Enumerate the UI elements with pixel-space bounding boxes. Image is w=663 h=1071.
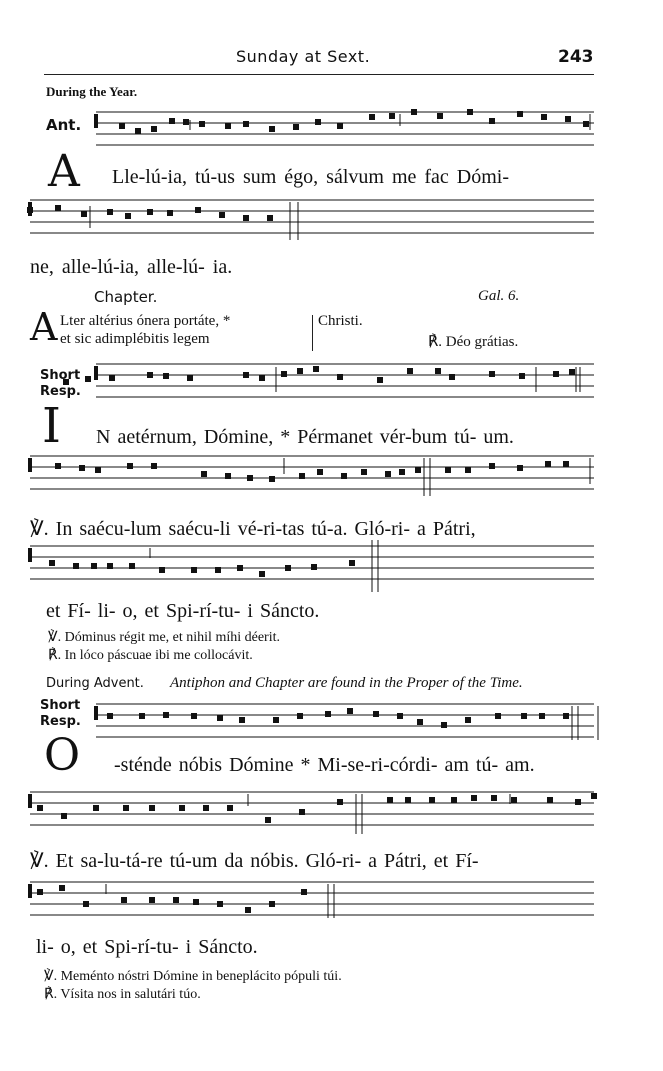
- neume: [27, 207, 33, 213]
- neume: [539, 713, 545, 719]
- neume: [73, 563, 79, 569]
- neume: [187, 375, 193, 381]
- lyric-line: N aetérnum, Dómine, * Pérmanet vér-bum tú- um.: [96, 426, 514, 448]
- neume: [293, 124, 299, 130]
- neume: [467, 109, 473, 115]
- neume: [245, 907, 251, 913]
- chapter-text: et sic adimplébitis legem: [60, 331, 210, 347]
- neume: [217, 715, 223, 721]
- neume: [237, 565, 243, 571]
- neume: [149, 805, 155, 811]
- neume: [267, 215, 273, 221]
- neume: [37, 805, 43, 811]
- neume: [169, 118, 175, 124]
- short-resp-label: Resp.: [40, 384, 81, 399]
- neume: [55, 205, 61, 211]
- neume: [311, 564, 317, 570]
- staff: [28, 456, 594, 496]
- antiphon-label: Ant.: [46, 116, 82, 134]
- neume: [385, 471, 391, 477]
- neume: [91, 563, 97, 569]
- neume: [489, 371, 495, 377]
- neume: [347, 708, 353, 714]
- clef: [28, 458, 32, 472]
- neume: [93, 805, 99, 811]
- neume: [243, 215, 249, 221]
- chapter-label: Chapter.: [94, 288, 158, 306]
- neume: [121, 897, 127, 903]
- neume: [239, 717, 245, 723]
- neume: [247, 475, 253, 481]
- short-resp-label: Short: [40, 368, 81, 383]
- neume: [495, 713, 501, 719]
- neume: [147, 372, 153, 378]
- neume: [179, 805, 185, 811]
- neume: [119, 123, 125, 129]
- neume: [269, 476, 275, 482]
- neume: [313, 366, 319, 372]
- neume: [317, 469, 323, 475]
- staff: [94, 109, 594, 145]
- neume: [349, 560, 355, 566]
- neume: [225, 473, 231, 479]
- neume: [61, 813, 67, 819]
- neume: [397, 713, 403, 719]
- neume: [195, 207, 201, 213]
- neume: [139, 713, 145, 719]
- advent-note: Antiphon and Chapter are found in the Proper of the Time.: [170, 675, 523, 691]
- neume: [389, 113, 395, 119]
- neume: [337, 123, 343, 129]
- chapter-text: Lter altérius ónera portáte, *: [60, 313, 231, 329]
- section-heading: During the Year.: [46, 84, 138, 99]
- neume: [217, 901, 223, 907]
- versicle: ℣. Meménto nóstri Dómine in beneplácito pópuli túi.: [44, 969, 342, 984]
- advent-heading: During Advent.: [46, 676, 144, 691]
- neume: [83, 901, 89, 907]
- neume: [377, 377, 383, 383]
- neume: [489, 118, 495, 124]
- neume: [569, 369, 575, 375]
- neume: [107, 713, 113, 719]
- neume: [575, 799, 581, 805]
- neume: [373, 711, 379, 717]
- neume: [341, 473, 347, 479]
- lyric-line: Lle-lú-ia, tú-us sum égo, sálvum me fac Dómi-: [112, 166, 510, 188]
- neume: [407, 368, 413, 374]
- neume: [297, 713, 303, 719]
- neume: [167, 210, 173, 216]
- lyric-line: -sténde nóbis Dómine * Mi-se-ri-córdi- am tú- am.: [114, 754, 535, 776]
- neume: [563, 461, 569, 467]
- neume: [565, 116, 571, 122]
- neume: [199, 121, 205, 127]
- neume: [299, 473, 305, 479]
- response: ℟. In lóco páscuae ibi me collocávit.: [48, 648, 253, 663]
- staff: [63, 364, 594, 397]
- neume: [491, 795, 497, 801]
- neume: [281, 371, 287, 377]
- lyric-line: ℣. Et sa-lu-tá-re tú-um da nóbis. Gló-ri- a Pátri, et Fí-: [30, 850, 479, 872]
- neume: [269, 126, 275, 132]
- neume: [129, 563, 135, 569]
- clef: [94, 366, 98, 380]
- neume: [163, 373, 169, 379]
- versicle: ℣. Dóminus régit me, et nihil míhi déerit.: [48, 630, 280, 645]
- staff: [27, 200, 594, 240]
- neume: [411, 109, 417, 115]
- neume: [541, 114, 547, 120]
- neume: [37, 889, 43, 895]
- lyric-line: ne, alle-lú-ia, alle-lú- ia.: [30, 256, 233, 278]
- neume: [243, 121, 249, 127]
- neume: [273, 717, 279, 723]
- short-resp-label: Short: [40, 698, 81, 713]
- running-title: Sunday at Sext.: [236, 47, 371, 66]
- neume: [201, 471, 207, 477]
- drop-initial: O: [44, 730, 81, 781]
- chapter-response: ℟. Déo grátias.: [428, 334, 519, 350]
- chapter-text: Christi.: [318, 313, 363, 329]
- neume: [183, 119, 189, 125]
- neume: [337, 799, 343, 805]
- staff: [94, 704, 598, 740]
- neume: [553, 371, 559, 377]
- neume: [465, 467, 471, 473]
- neume: [191, 567, 197, 573]
- neume: [547, 797, 553, 803]
- neume: [159, 567, 165, 573]
- neume: [337, 374, 343, 380]
- neume: [517, 465, 523, 471]
- neume: [449, 374, 455, 380]
- neume: [259, 375, 265, 381]
- neume: [227, 805, 233, 811]
- neume: [471, 795, 477, 801]
- neume: [55, 463, 61, 469]
- neume: [399, 469, 405, 475]
- neume: [49, 560, 55, 566]
- neume: [225, 123, 231, 129]
- neume: [517, 111, 523, 117]
- neume: [435, 368, 441, 374]
- staff: [28, 792, 597, 834]
- neume: [107, 563, 113, 569]
- staff: [28, 882, 594, 918]
- neume: [135, 128, 141, 134]
- neume: [465, 717, 471, 723]
- staff: [28, 540, 594, 592]
- neume: [163, 712, 169, 718]
- neume: [521, 713, 527, 719]
- clef: [94, 114, 98, 128]
- neume: [81, 211, 87, 217]
- neume: [591, 793, 597, 799]
- neume: [445, 467, 451, 473]
- neume: [511, 797, 517, 803]
- neume: [285, 565, 291, 571]
- neume: [85, 376, 91, 382]
- response: ℟. Vísita nos in salutári túo.: [44, 987, 201, 1002]
- neume: [265, 817, 271, 823]
- neume: [95, 467, 101, 473]
- neume: [315, 119, 321, 125]
- neume: [429, 797, 435, 803]
- neume: [109, 375, 115, 381]
- neume: [437, 113, 443, 119]
- chapter-divider: [312, 315, 313, 351]
- neume: [219, 212, 225, 218]
- neume: [299, 809, 305, 815]
- clef: [28, 794, 32, 808]
- neume: [193, 899, 199, 905]
- neume: [243, 372, 249, 378]
- neume: [545, 461, 551, 467]
- neume: [361, 469, 367, 475]
- clef: [28, 548, 32, 562]
- neume: [147, 209, 153, 215]
- lyric-line: et Fí- li- o, et Spi-rí-tu- i Sáncto.: [46, 600, 320, 622]
- lyric-line: ℣. In saécu-lum saécu-li vé-ri-tas tú-a. Gló-ri- a Pátri,: [30, 518, 476, 540]
- neume: [259, 571, 265, 577]
- page-number: 243: [558, 47, 594, 67]
- neume: [269, 901, 275, 907]
- neume: [151, 126, 157, 132]
- neume: [325, 711, 331, 717]
- neume: [107, 209, 113, 215]
- clef: [94, 706, 98, 720]
- short-resp-label: Resp.: [40, 714, 81, 729]
- clef: [28, 884, 32, 898]
- neume: [127, 463, 133, 469]
- neume: [203, 805, 209, 811]
- neume: [387, 797, 393, 803]
- neume: [79, 465, 85, 471]
- neume: [417, 719, 423, 725]
- neume: [301, 889, 307, 895]
- neume: [563, 713, 569, 719]
- drop-initial: I: [42, 398, 61, 454]
- chapter-initial: A: [30, 305, 58, 349]
- neume: [583, 121, 589, 127]
- neume: [173, 897, 179, 903]
- neume: [519, 373, 525, 379]
- neume: [405, 797, 411, 803]
- neume: [151, 463, 157, 469]
- neume: [191, 713, 197, 719]
- neume: [369, 114, 375, 120]
- neume: [451, 797, 457, 803]
- drop-initial: A: [48, 146, 80, 197]
- neume: [415, 467, 421, 473]
- neume: [125, 213, 131, 219]
- neume: [149, 897, 155, 903]
- neume: [123, 805, 129, 811]
- neume: [215, 567, 221, 573]
- neume: [489, 463, 495, 469]
- neume: [441, 722, 447, 728]
- lyric-line: li- o, et Spi-rí-tu- i Sáncto.: [36, 936, 258, 958]
- neume: [59, 885, 65, 891]
- neume: [297, 368, 303, 374]
- chapter-reference: Gal. 6.: [478, 288, 520, 304]
